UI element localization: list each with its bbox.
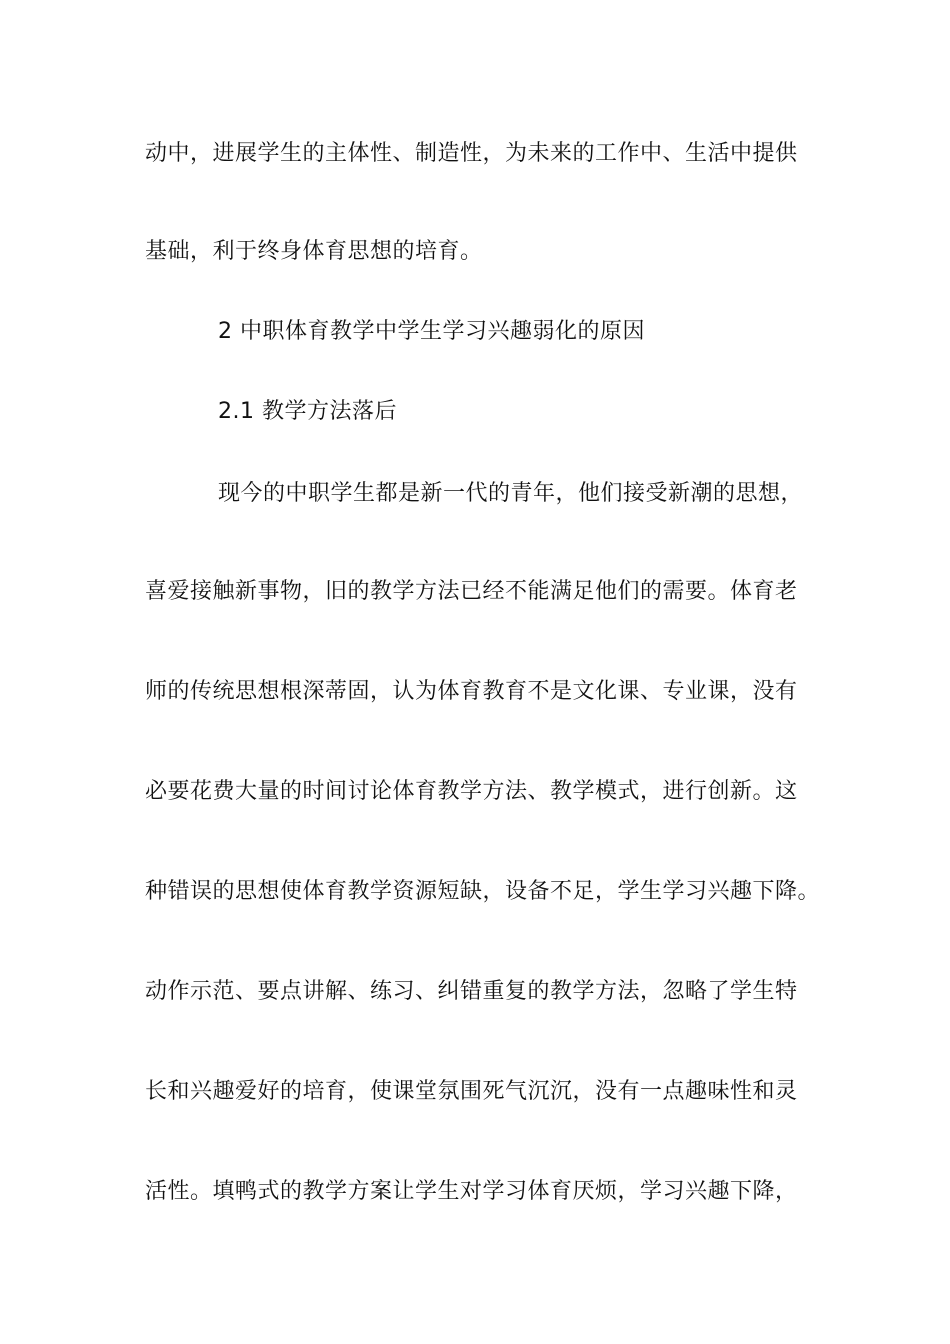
paragraph-line: 基础，利于终身体育思想的培育。 (145, 239, 483, 264)
paragraph-line: 师的传统思想根深蒂固，认为体育教育不是文化课、专业课，没有 (145, 679, 798, 704)
paragraph-line: 现今的中职学生都是新一代的青年，他们接受新潮的思想， (218, 481, 804, 506)
paragraph-line: 活性。填鸭式的教学方案让学生对学习体育厌烦，学习兴趣下降， (145, 1179, 798, 1204)
subsection-heading: 2.1 教学方法落后 (218, 399, 397, 424)
paragraph-line: 动作示范、要点讲解、练习、纠错重复的教学方法，忽略了学生特 (145, 979, 798, 1004)
paragraph-line: 喜爱接触新事物，旧的教学方法已经不能满足他们的需要。体育老 (145, 579, 798, 604)
paragraph-line: 长和兴趣爱好的培育，使课堂氛围死气沉沉，没有一点趣味性和灵 (145, 1079, 798, 1104)
paragraph-line: 动中，进展学生的主体性、制造性，为未来的工作中、生活中提供 (145, 141, 798, 166)
section-heading: 2 中职体育教学中学生学习兴趣弱化的原因 (218, 319, 645, 344)
paragraph-line: 必要花费大量的时间讨论体育教学方法、教学模式，进行创新。这 (145, 779, 798, 804)
paragraph-line: 种错误的思想使体育教学资源短缺，设备不足，学生学习兴趣下降。 (145, 879, 821, 904)
